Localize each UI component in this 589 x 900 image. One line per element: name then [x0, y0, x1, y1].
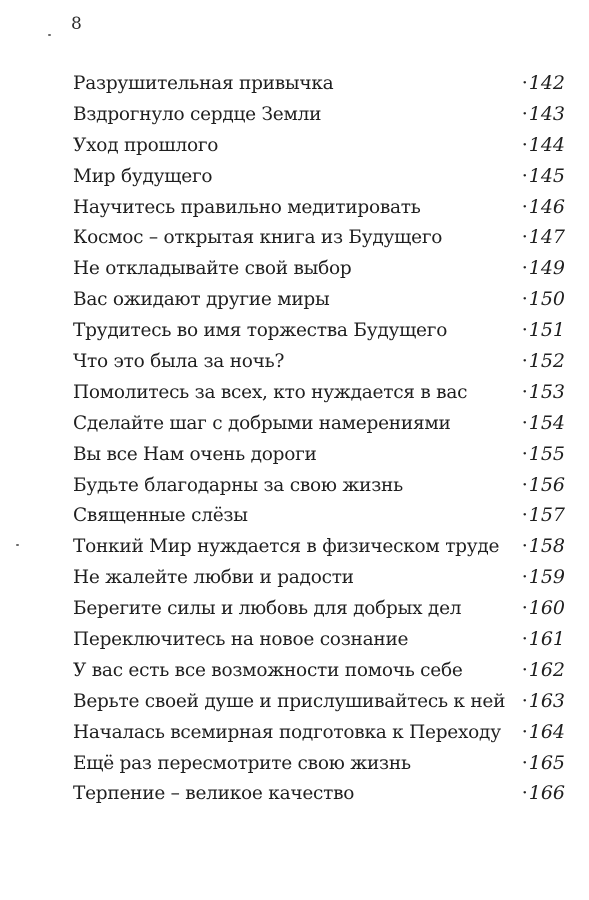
toc-entry [73, 253, 569, 284]
toc-entry [73, 284, 569, 315]
toc-entry-page-number: · 153 [522, 377, 565, 408]
toc-entry-title: Не откладывайте свой выбор [73, 258, 352, 280]
toc-entry [73, 717, 569, 748]
toc-entry [73, 408, 569, 439]
toc-entry-page-number: · 159 [522, 562, 565, 593]
toc-entry [73, 222, 569, 253]
toc-entry [73, 593, 569, 624]
toc-entry-page-number: · 146 [522, 192, 565, 223]
toc-entry-page-number: · 144 [522, 130, 565, 161]
toc-entry-title: Тонкий Мир нуждается в физическом труде [73, 536, 500, 558]
toc-entry [73, 99, 569, 130]
toc-entry-title: Что это была за ночь? [73, 351, 285, 373]
scan-speck [16, 544, 19, 546]
toc-entry [73, 624, 569, 655]
toc-entry [73, 748, 569, 779]
toc-entry-title: Помолитесь за всех, кто нуждается в вас [73, 381, 468, 403]
toc-entry-title: Разрушительная привычка [73, 73, 334, 94]
toc-entry [73, 346, 569, 377]
toc-entry [73, 377, 569, 408]
toc-entry [73, 68, 569, 99]
toc-entry-title: Мир будущего [73, 165, 213, 187]
toc-entry-page-number: · 160 [522, 593, 565, 624]
toc-entry-title: Не жалейте любви и радости [73, 567, 354, 589]
toc-entry-page-number: · 163 [522, 686, 565, 717]
toc-entry-page-number: · 147 [522, 222, 565, 253]
toc-entry-page-number: · 151 [522, 315, 565, 346]
toc-entry-title: Вас ожидают другие миры [73, 289, 330, 311]
toc-entry-page-number: · 164 [522, 717, 565, 748]
toc-entry [73, 315, 569, 346]
toc-entry [73, 531, 569, 562]
toc-entry-title: Уход прошлого [73, 134, 219, 156]
toc-entry [73, 778, 569, 809]
toc-entry-page-number: · 161 [522, 624, 565, 655]
toc-entry-page-number: · 145 [522, 161, 565, 192]
toc-entry [73, 161, 569, 192]
toc-entry-title: Космос – открытая книга из Будущего [73, 227, 443, 249]
toc-entry-page-number: · 143 [522, 99, 565, 130]
toc-entry-title: Ещё раз пересмотрите свою жизнь [73, 752, 411, 774]
toc-entry-title: Берегите силы и любовь для добрых дел [73, 598, 462, 620]
toc-entry-page-number: · 156 [522, 470, 565, 501]
toc-entry-page-number: · 154 [522, 408, 565, 439]
toc-entry-title: Трудитесь во имя торжества Будущего [73, 320, 448, 342]
toc-entry-title: Вздрогнуло сердце Земли [73, 103, 322, 125]
scan-speck [48, 34, 51, 36]
toc-entry-page-number: · 166 [522, 778, 565, 809]
toc-entry [73, 130, 569, 161]
toc-entry-page-number: · 162 [522, 655, 565, 686]
toc-entry-page-number: · 149 [522, 253, 565, 284]
toc-entry [73, 192, 569, 223]
toc-entry-page-number: · 158 [522, 531, 565, 562]
toc-entry-title: Сделайте шаг с добрыми намерениями [73, 412, 451, 434]
toc-entry [73, 655, 569, 686]
toc-entry-title: У вас есть все возможности помочь себе [73, 659, 463, 681]
toc-entry-title: Научитесь правильно медитировать [73, 196, 421, 218]
toc-entry-page-number: · 150 [522, 284, 565, 315]
toc-entry-page-number: · 157 [522, 500, 565, 531]
toc-entry-title: Священные слёзы [73, 505, 248, 527]
toc-entry [73, 562, 569, 593]
toc-entry [73, 470, 569, 501]
toc-entry-title: Верьте своей душе и прислушивайтесь к ней [73, 690, 506, 712]
toc-entry-page-number: · 152 [522, 346, 565, 377]
table-of-contents [73, 68, 569, 809]
toc-entry-page-number: · 142 [522, 68, 565, 99]
toc-entry-page-number: · 155 [522, 439, 565, 470]
toc-entry-title: Вы все Нам очень дороги [73, 443, 317, 465]
toc-entry-page-number: · 165 [522, 748, 565, 779]
toc-entry-title: Терпение – великое качество [73, 783, 355, 805]
toc-entry-title: Переключитесь на новое сознание [73, 629, 409, 651]
page-number: 8 [71, 14, 82, 34]
toc-entry [73, 439, 569, 470]
toc-entry [73, 686, 569, 717]
toc-entry-title: Началась всемирная подготовка к Переходу [73, 721, 501, 743]
toc-entry-title: Будьте благодарны за свою жизнь [73, 474, 403, 496]
toc-entry [73, 500, 569, 531]
